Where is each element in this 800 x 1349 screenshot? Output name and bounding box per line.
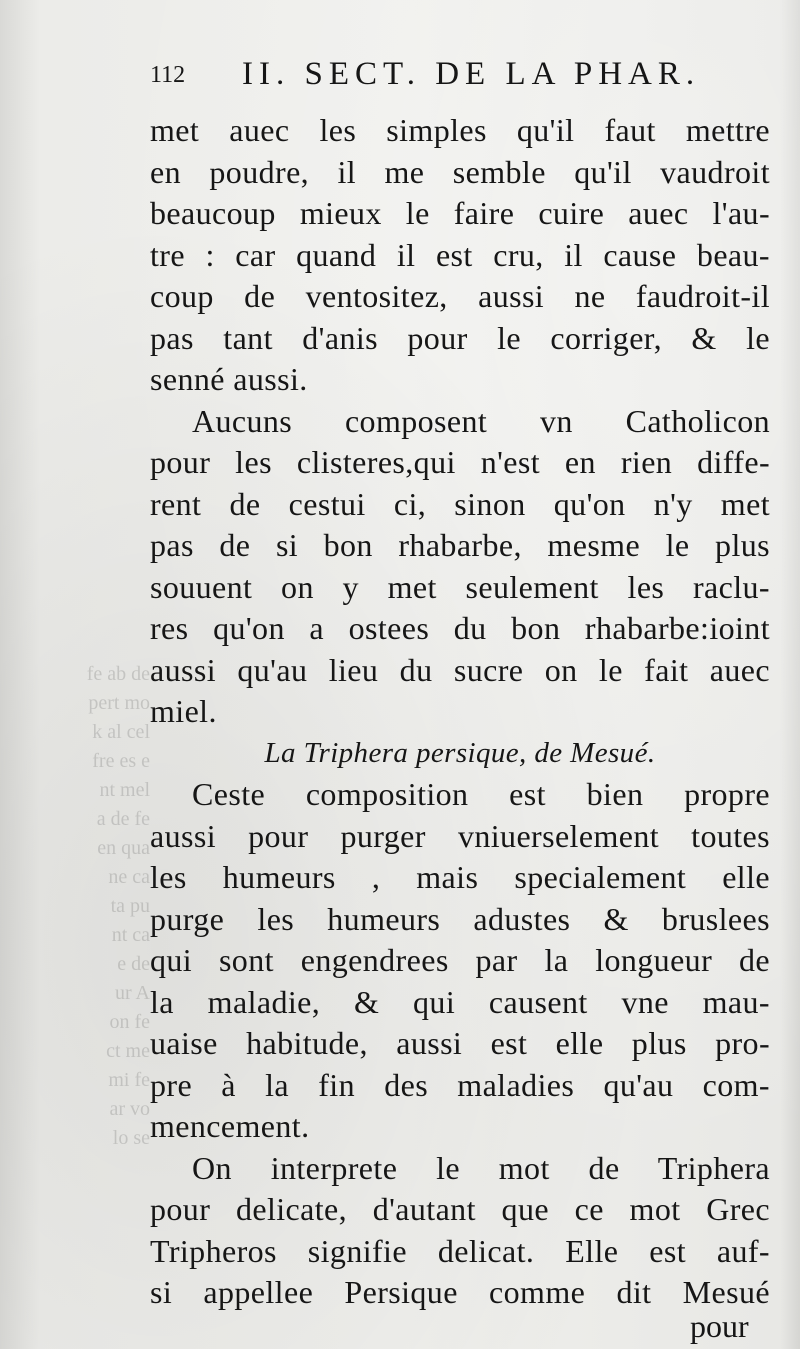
page-text [150,110,770,1314]
text-line: mencement. [150,1108,310,1144]
text-line: souuent on y met seulement les raclu- [150,568,770,605]
text-line: pour delicate, d'autant que ce mot Grec [150,1191,770,1227]
text-line: uaise habitude, aussi est elle plus pro- [150,1025,770,1061]
text-line: met auec les simples qu'il faut mettre [150,112,770,148]
text-line: les humeurs , mais specialement elle [150,859,770,895]
show-through-texture: fe ab de pert mo k al cel fre es e nt mel a de fe en qua ne ca ta pu nt ca e de ur A on fe ct me mi fe ar vo lo se [86,663,150,1149]
text-line: pre à la fin des maladies qu'au com- [150,1066,770,1103]
text-line: la maladie, & qui causent vne mau- [150,983,770,1020]
text-line: qui sont engendrees par la longueur de [150,942,770,978]
text-line: res qu'on a ostees du bon rhabarbe:ioint [150,610,770,646]
text-line: beaucoup mieux le faire cuire auec l'au- [150,195,770,231]
text-line: Tripheros signifie delicat. Elle est auf- [150,1232,770,1269]
text-line: On interprete le mot de Triphera [192,1149,770,1186]
running-title: II. SECT. DE LA PHAR. [242,56,701,92]
text-line: Aucuns composent vn Catholicon [192,402,770,439]
text-line: pas tant d'anis pour le corriger, & le [150,319,770,356]
catchword: pour [690,1308,749,1344]
text-line: rent de cestui ci, sinon qu'on n'y met [150,485,770,522]
text-line: tre : car quand il est cru, il cause beau- [150,236,770,273]
text-line: purge les humeurs adustes & bruslees [150,900,770,937]
page-number: 112 [150,62,186,88]
text-line: coup de ventositez, aussi ne faudroit-il [150,278,770,314]
text-line: si appellee Persique comme dit Mesué [150,1274,770,1310]
text-line: Ceste composition est bien propre [192,776,770,812]
text-line: pour les clisteres,qui n'est en rien diffe- [150,444,770,480]
running-header [150,56,770,100]
text-line: pas de si bon rhabarbe, mesme le plus [150,527,770,563]
text-line: senné aussi. [150,361,308,397]
text-line: miel. [150,693,217,729]
text-line: aussi qu'au lieu du sucre on le fait auec [150,651,770,688]
text-line: aussi pour purger vniuerselement toutes [150,817,770,854]
text-line: en poudre, il me semble qu'il vaudroit [150,153,770,190]
section-heading: La Triphera persique, de Mesué. [264,736,656,769]
